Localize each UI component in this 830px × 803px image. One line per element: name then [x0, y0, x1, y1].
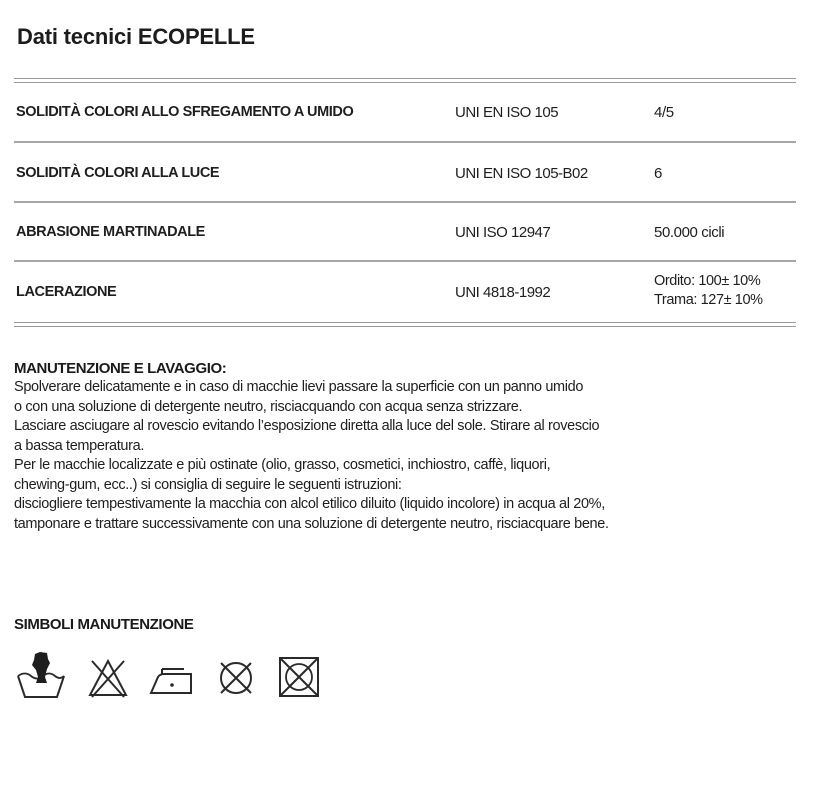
property-name: ABRASIONE MARTINADALE: [16, 224, 205, 240]
property-norm: UNI ISO 12947: [455, 224, 551, 241]
maintenance-line: o con una soluzione di detergente neutro, risciacquando con acqua senza strizzare.: [14, 398, 523, 415]
property-value: 50.000 cicli: [654, 224, 725, 241]
no-bleach-icon: [86, 656, 130, 700]
property-norm: UNI EN ISO 105: [455, 104, 559, 121]
maintenance-heading: MANUTENZIONE E LAVAGGIO:: [14, 360, 227, 377]
hand-wash-icon: [14, 650, 68, 700]
maintenance-line: Lasciare asciugare al rovescio evitando l’esposizione diretta alla luce del sole. Stirare al rovescio: [14, 418, 600, 434]
property-value: [654, 272, 763, 310]
table-row: [14, 203, 796, 262]
property-norm: UNI 4818-1992: [455, 284, 551, 301]
property-name: SOLIDITÀ COLORI ALLO SFREGAMENTO A UMIDO: [16, 104, 354, 120]
maintenance-line: chewing-gum, ecc..) si consiglia di seguire le seguenti istruzioni:: [14, 476, 402, 493]
property-value: 6: [654, 165, 662, 182]
care-symbols-row: [14, 648, 340, 700]
table-row: [14, 143, 796, 203]
page-title: Dati tecnici ECOPELLE: [17, 24, 255, 49]
property-name: SOLIDITÀ COLORI ALLA LUCE: [16, 165, 220, 181]
maintenance-line: disciogliere tempestivamente la macchia con alcol etilico diluito (liquido incolore) in acqua al 20%,: [14, 496, 605, 512]
maintenance-line: tamponare e trattare successivamente con una soluzione di detergente neutro, risciacquare bene.: [14, 515, 609, 532]
table-bottom-rule: [14, 322, 796, 327]
property-norm: UNI EN ISO 105-B02: [455, 165, 588, 182]
no-dry-clean-icon: [276, 654, 322, 700]
property-name: LACERAZIONE: [16, 284, 117, 300]
table-row: [14, 262, 796, 322]
table-row: [14, 83, 796, 143]
property-value: 4/5: [654, 104, 674, 121]
maintenance-line: a bassa temperatura.: [14, 437, 145, 454]
maintenance-line: Per le macchie localizzate e più ostinate (olio, grasso, cosmetici, inchiostro, caffè, liquori,: [14, 457, 551, 473]
no-tumble-dry-icon: [214, 656, 258, 700]
value-line-warp: Ordito: 100± 10%: [654, 273, 761, 289]
maintenance-text: [14, 378, 804, 534]
low-iron-icon: [148, 660, 196, 700]
maintenance-line: Spolverare delicatamente e in caso di macchie lievi passare la superficie con un panno umido: [14, 379, 584, 395]
value-line-weft: Trama: 127± 10%: [654, 292, 763, 308]
specs-table: [14, 78, 796, 327]
care-symbols-heading: SIMBOLI MANUTENZIONE: [14, 616, 194, 633]
